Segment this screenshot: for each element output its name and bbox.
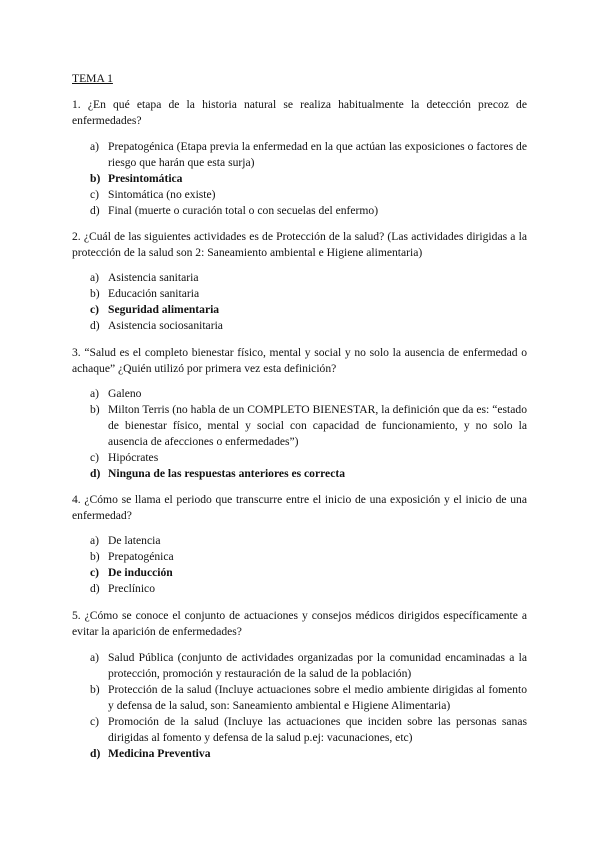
option-text: Sintomática (no existe) [108, 188, 216, 201]
section-title: TEMA 1 [72, 72, 113, 85]
option-1d [90, 203, 527, 219]
question-4-options [90, 533, 527, 597]
option-text: Salud Pública (conjunto de actividades organizadas por la comunidad encaminadas a la protección, promoción y restauración de la salud de la población) [108, 651, 527, 680]
option-letter: a) [90, 140, 100, 153]
option-letter: c) [90, 566, 100, 579]
option-letter: a) [90, 387, 100, 400]
option-letter: d) [90, 319, 100, 332]
option-letter: a) [90, 651, 100, 664]
question-4-text: 4. ¿Cómo se llama el periodo que transcurre entre el inicio de una exposición y el inicio de una enfermedad? [72, 493, 527, 522]
option-text: Asistencia sanitaria [108, 271, 199, 284]
option-letter: c) [90, 451, 100, 464]
option-text: De latencia [108, 534, 161, 547]
option-text: Asistencia sociosanitaria [108, 319, 223, 332]
question-1-text: 1. ¿En qué etapa de la historia natural se realiza habitualmente la detección precoz de enfermedades? [72, 98, 527, 127]
question-3-options [90, 386, 527, 482]
question-3-text: 3. “Salud es el completo bienestar físico, mental y social y no solo la ausencia de enfermedad o achaque” ¿Quién utilizó por primera vez esta definición? [72, 346, 527, 375]
question-1-options [90, 139, 527, 219]
option-text: Protección de la salud (Incluye actuaciones sobre el medio ambiente dirigidas al fomento y defensa de la salud, son: Saneamiento ambiental e Higiene Alimentaria) [108, 683, 527, 712]
option-text: Prepatogénica (Etapa previa la enfermedad en la que actúan las exposiciones o factores de riesgo que harán que esta surja) [108, 140, 527, 169]
option-text: Promoción de la salud (Incluye las actuaciones que inciden sobre las personas sanas dirigidas al fomento y defensa de la salud p.ej: vacunaciones, etc) [108, 715, 527, 744]
option-text: Preclínico [108, 582, 156, 595]
option-letter: d) [90, 582, 100, 595]
option-text: Galeno [108, 387, 142, 400]
option-letter: a) [90, 534, 100, 547]
option-letter: a) [90, 271, 100, 284]
option-letter: b) [90, 287, 100, 300]
option-letter: d) [90, 204, 100, 217]
option-letter: b) [90, 683, 100, 696]
option-letter: c) [90, 303, 100, 316]
question-2-text: 2. ¿Cuál de las siguientes actividades es de Protección de la salud? (Las actividades dirigidas a la protección de la salud son 2: Saneamiento ambiental e Higiene alimentaria) [72, 230, 527, 259]
option-1c [90, 187, 527, 203]
question-5-options [90, 650, 527, 762]
option-text: Medicina Preventiva [108, 747, 211, 760]
option-text: Final (muerte o curación total o con secuelas del enfermo) [108, 204, 379, 217]
option-text: Milton Terris (no habla de un COMPLETO BIENESTAR, la definición que da es: “estado de bienestar físico, mental y social con capacidad de funcionamiento, y no solo la ausencia de afecciones o enfermedades”) [108, 403, 527, 448]
option-5a [90, 650, 527, 682]
option-3a [90, 386, 527, 402]
option-letter: c) [90, 715, 100, 728]
option-4d [90, 581, 527, 597]
option-letter: b) [90, 403, 100, 416]
option-5c [90, 714, 527, 746]
option-4a [90, 533, 527, 549]
option-text: Hipócrates [108, 451, 159, 464]
option-4b [90, 549, 527, 565]
option-3b [90, 402, 527, 450]
option-3c [90, 450, 527, 466]
question-5-text: 5. ¿Cómo se conoce el conjunto de actuaciones y consejos médicos dirigidos específicamente a evitar la aparición de enfermedades? [72, 609, 527, 638]
option-2c-correct [90, 302, 527, 318]
option-letter: c) [90, 188, 100, 201]
question-2-options [90, 270, 527, 334]
option-1a [90, 139, 527, 171]
option-5b [90, 682, 527, 714]
option-text: Educación sanitaria [108, 287, 200, 300]
option-letter: d) [90, 467, 101, 480]
option-2d [90, 318, 527, 334]
option-2b [90, 286, 527, 302]
option-5d-correct [90, 746, 527, 762]
option-3d-correct [90, 466, 527, 482]
option-text: Ninguna de las respuestas anteriores es correcta [108, 467, 346, 480]
option-text: De inducción [108, 566, 173, 579]
option-4c-correct [90, 565, 527, 581]
option-1b-correct [90, 171, 527, 187]
option-letter: d) [90, 747, 101, 760]
option-text: Prepatogénica [108, 550, 174, 563]
option-text: Seguridad alimentaria [108, 303, 220, 316]
option-letter: b) [90, 550, 100, 563]
option-text: Presintomática [108, 172, 183, 185]
option-2a [90, 270, 527, 286]
option-letter: b) [90, 172, 101, 185]
